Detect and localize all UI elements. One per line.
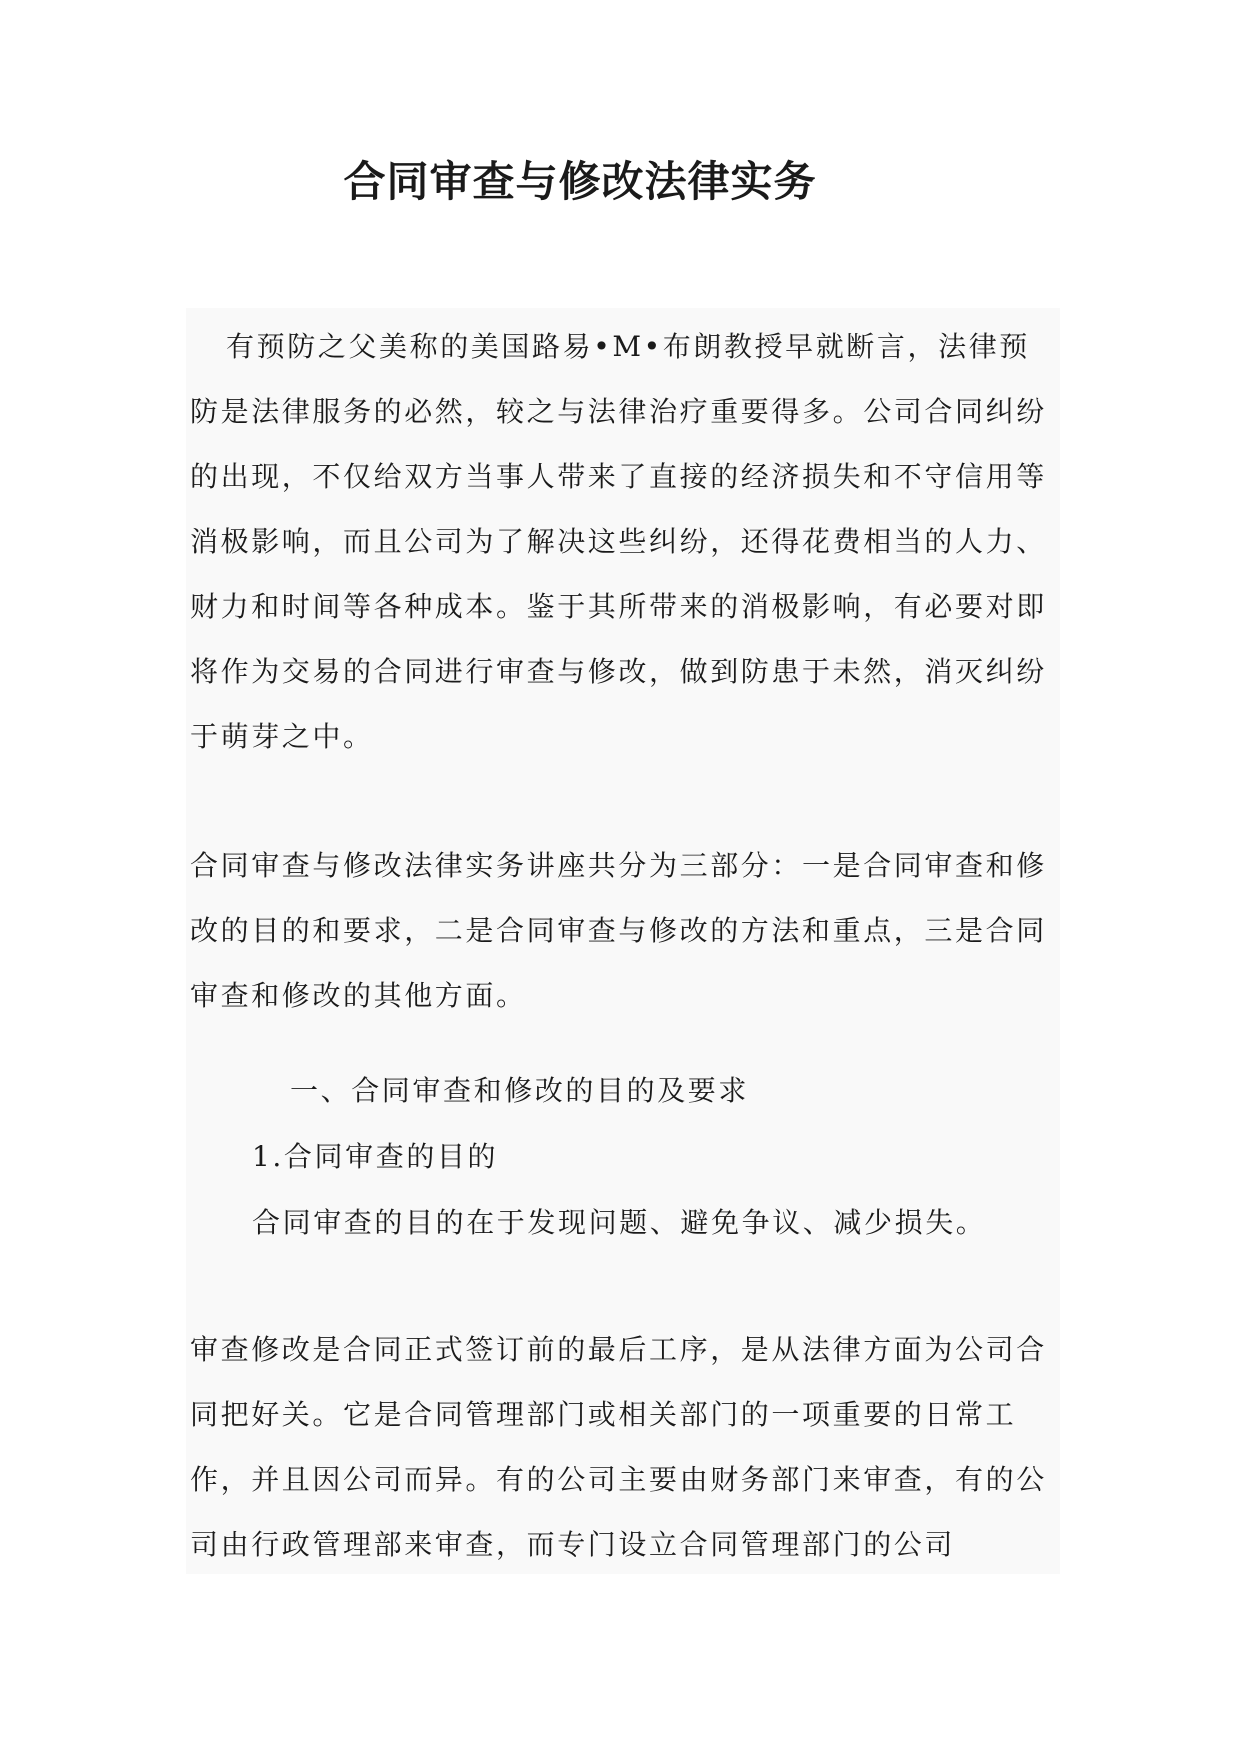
intro-paragraph: 有预防之父美称的美国路易•M•布朗教授早就断言，法律预防是法律服务的必然，较之与法律治疗重要得多。公司合同纠纷的出现，不仅给双方当事人带来了直接的经济损失和不守信用等消极影响，而且公司为了解决这些纠纷，还得花费相当的人力、财力和时间等各种成本。鉴于其所带来的消极影响，有必要对即将作为交易的合同进行审查与修改，做到防患于未然，消灭纠纷于萌芽之中。 (190, 330, 1047, 753)
purpose-paragraph: 合同审查的目的在于发现问题、避免争议、减少损失。 (252, 1206, 987, 1239)
review-paragraph: 审查修改是合同正式签订前的最后工序，是从法律方面为公司合同把好关。它是合同管理部门或相关部门的一项重要的日常工作，并且因公司而异。有的公司主要由财务部门来审查，有的公司由行政管理部来审查，而专门设立合同管理部门的公司 (190, 1333, 1047, 1561)
subsection-heading: 1.合同审查的目的 (252, 1140, 499, 1173)
page-title: 合同审查与修改法律实务 (343, 157, 817, 206)
outline-paragraph: 合同审查与修改法律实务讲座共分为三部分：一是合同审查和修改的目的和要求，二是合同审查与修改的方法和重点，三是合同审查和修改的其他方面。 (190, 849, 1047, 1012)
section-heading: 一、合同审查和修改的目的及要求 (290, 1074, 750, 1107)
